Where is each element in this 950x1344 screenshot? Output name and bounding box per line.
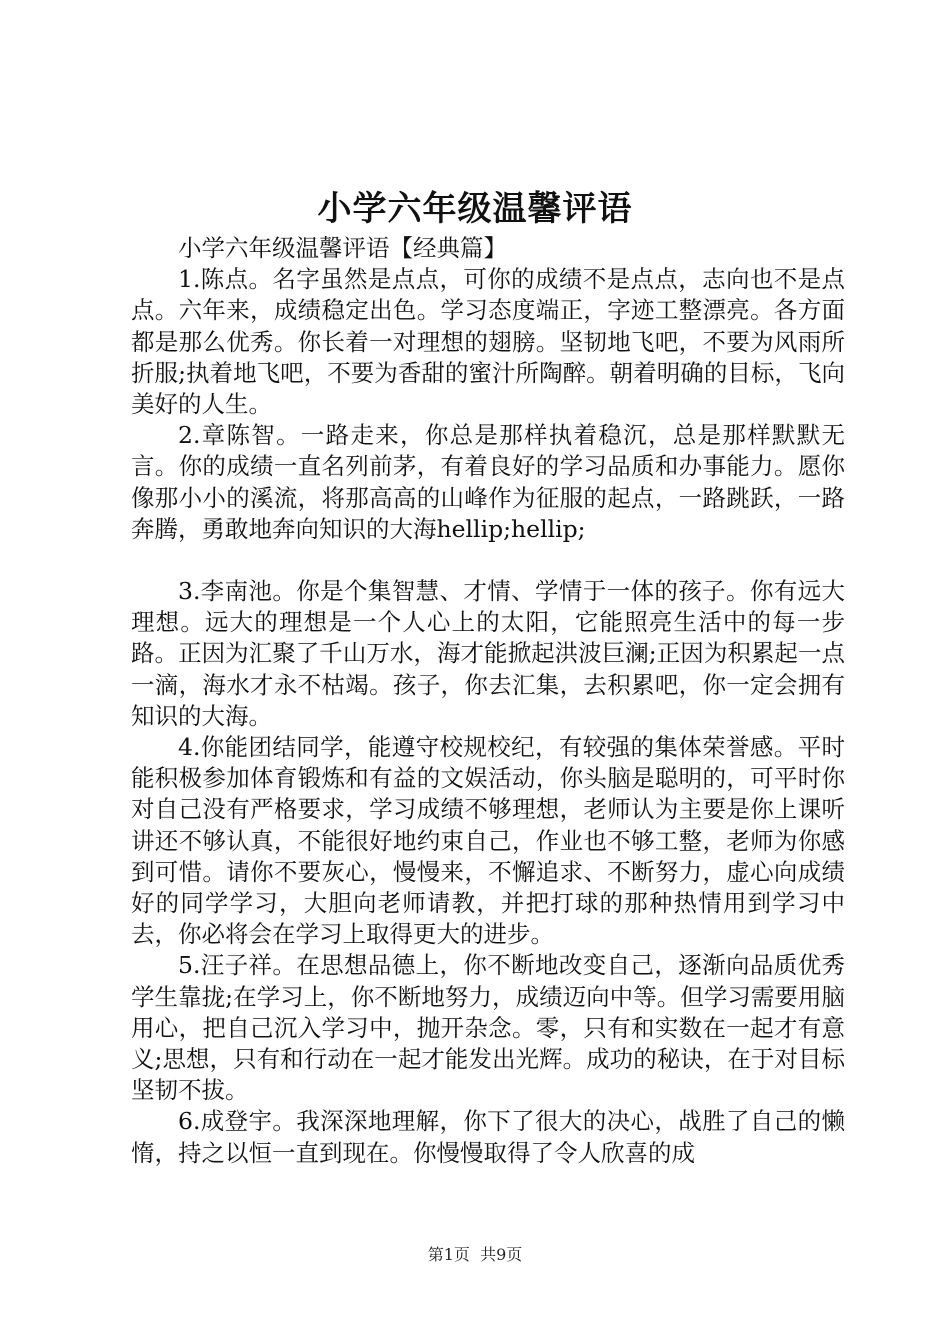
comment-paragraph-3: 3.李南池。你是个集智慧、才情、学情于一体的孩子。你有远大理想。远大的理想是一个人心上的太阳，它能照亮生活中的每一步路。正因为汇聚了千山万水，海才能掀起洪波巨澜;正因为积累起一点一滴，海水才永不枯竭。孩子，你去汇集，去积累吧，你一定会拥有知识的大海。 (131, 577, 845, 730)
page-total: 共9页 (480, 1245, 523, 1264)
comment-paragraph-4: 4.你能团结同学，能遵守校规校纪，有较强的集体荣誉感。平时能积极参加体育锻炼和有益的文娱活动，你头脑是聪明的，可平时你对自己没有严格要求，学习成绩不够理想，老师认为主要是你上课听讲还不够认真，不能很好地约束自己，作业也不够工整，老师为你感到可惜。请你不要灰心，慢慢来，不懈追求、不断努力，虚心向成绩好的同学学习，大胆向老师请教，并把打球的那种热情用到学习中去，你必将会在学习上取得更大的进步。 (131, 733, 845, 949)
comment-paragraph-6: 6.成登宇。我深深地理解，你下了很大的决心，战胜了自己的懒惰，持之以恒一直到现在。你慢慢取得了令人欣喜的成 (131, 1107, 845, 1167)
document-title: 小学六年级温馨评语 (317, 189, 633, 229)
comment-paragraph-2: 2.章陈智。一路走来，你总是那样执着稳沉，总是那样默默无言。你的成绩一直名列前茅，有着良好的学习品质和办事能力。愿你像那小小的溪流，将那高高的山峰作为征服的起点，一路跳跃，一路奔腾，勇敢地奔向知识的大海hellip;hellip; (131, 421, 845, 543)
comment-paragraph-5: 5.汪子祥。在思想品德上，你不断地改变自己，逐渐向品质优秀学生靠拢;在学习上，你不断地努力，成绩迈向中等。但学习需要用脑用心，把自己沉入学习中，抛开杂念。零，只有和实数在一起才有意义;思想，只有和行动在一起才能发出光辉。成功的秘诀，在于对目标坚韧不拔。 (131, 951, 845, 1105)
intro-paragraph: 小学六年级温馨评语【经典篇】 (178, 234, 507, 262)
page-footer (0, 1244, 950, 1266)
page-number: 第1页 (427, 1245, 470, 1264)
comment-paragraph-1: 1.陈点。名字虽然是点点，可你的成绩不是点点，志向也不是点点。六年来，成绩稳定出色。学习态度端正，字迹工整漂亮。各方面都是那么优秀。你长着一对理想的翅膀。坚韧地飞吧，不要为风雨所折服;执着地飞吧，不要为香甜的蜜汁所陶醉。朝着明确的目标，飞向美好的人生。 (131, 265, 845, 419)
document-body (131, 233, 845, 1169)
